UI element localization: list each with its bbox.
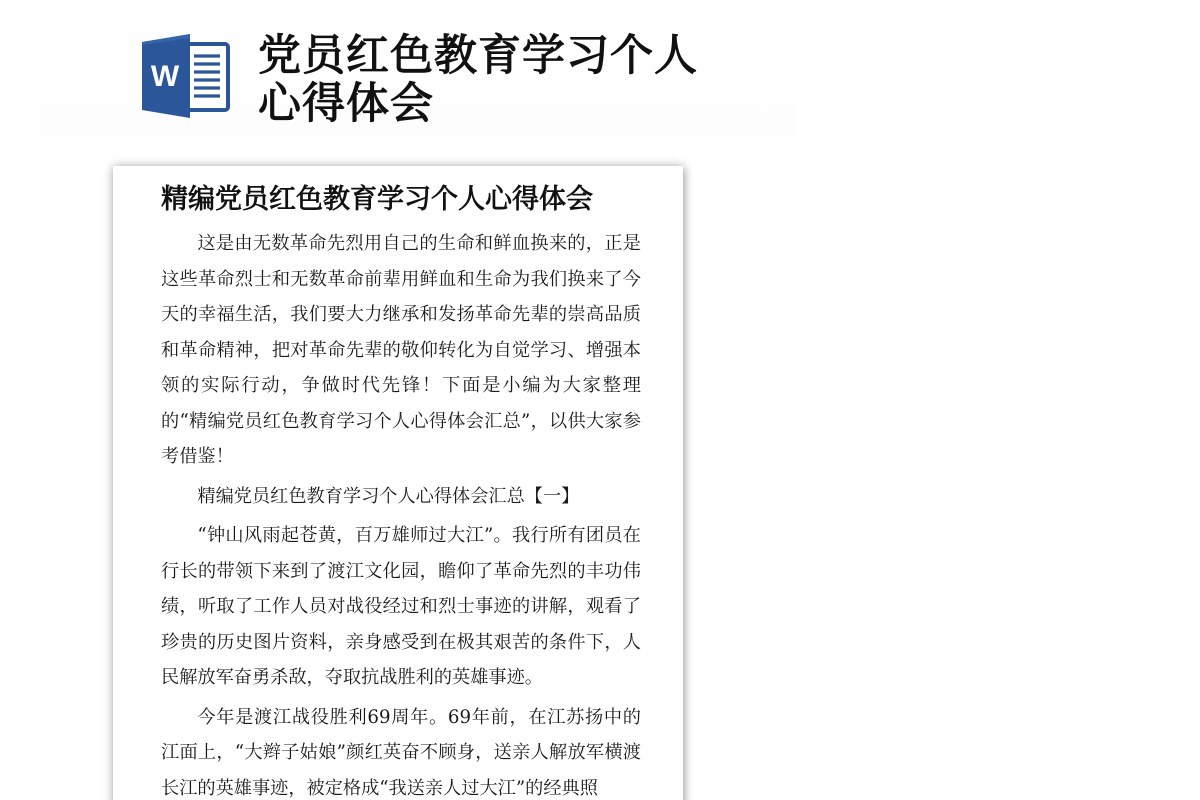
document-title: 精编党员红色教育学习个人心得体会 — [161, 184, 593, 215]
document-content — [161, 180, 641, 800]
intro-paragraph: 这是由无数革命先烈用自己的生命和鲜血换来的，正是这些革命烈士和无数革命前辈用鲜血和生命为我们换来了今天的幸福生活，我们要大力继承和发扬革命先辈的崇高品质和革命精神，把对革命先辈的敬仰转化为自觉学习、增强本领的实际行动，争做时代先锋！下面是小编为大家整理的“精编党员红色教育学习个人心得体会汇总”，以供大家参考借鉴！ — [161, 233, 641, 467]
word-document-icon — [140, 34, 232, 118]
body-paragraph: “钟山风雨起苍黄，百万雄师过大江”。我行所有团员在行长的带领下来到了渡江文化园，瞻仰了革命先烈的丰功伟绩，听取了工作人员对战役经过和烈士事迹的讲解，观看了珍贵的历史图片资料，亲身感受到在极其艰苦的条件下，人民解放军奋勇杀敌，夺取抗战胜利的英雄事迹。 — [161, 525, 641, 688]
section-heading: 精编党员红色教育学习个人心得体会汇总【一】 — [197, 485, 580, 507]
body-paragraph: 今年是渡江战役胜利69周年。69年前，在江苏扬中的江面上，“大辫子姑娘”颜红英奋不顾身，送亲人解放军横渡长江的英雄事迹，被定格成“我送亲人过大江”的经典照 — [161, 706, 641, 799]
document-page-preview — [113, 166, 683, 800]
word-icon-letter: W — [150, 60, 180, 93]
document-heading: 党员红色教育学习个人心得体会 — [258, 31, 698, 129]
